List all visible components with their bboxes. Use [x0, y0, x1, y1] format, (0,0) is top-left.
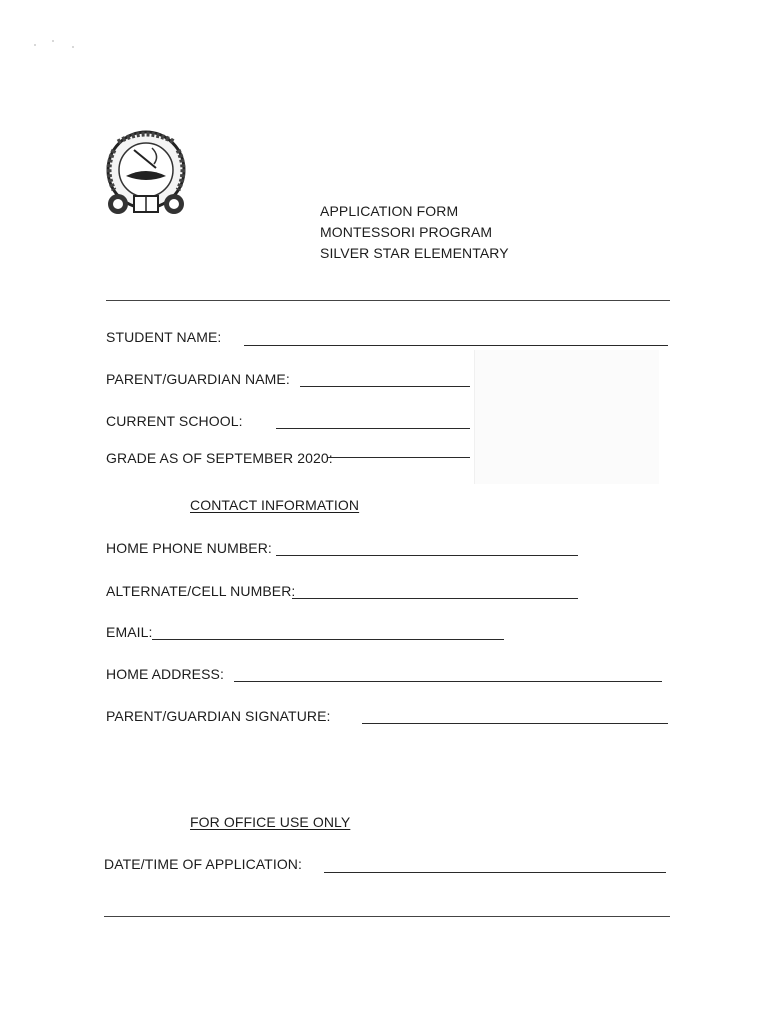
program-title: MONTESSORI PROGRAM: [320, 224, 493, 240]
header-divider: [106, 300, 670, 301]
home-phone-label: HOME PHONE NUMBER:: [106, 540, 272, 556]
email-label: EMAIL:: [106, 624, 153, 640]
student-name-field[interactable]: [244, 345, 668, 346]
scan-speck: [34, 44, 36, 46]
office-use-heading: FOR OFFICE USE ONLY: [190, 814, 351, 830]
school-title: SILVER STAR ELEMENTARY: [320, 245, 509, 261]
grade-field[interactable]: [328, 457, 470, 458]
home-phone-field[interactable]: [276, 555, 578, 556]
date-time-label: DATE/TIME OF APPLICATION:: [104, 856, 303, 872]
student-name-label: STUDENT NAME:: [106, 329, 222, 345]
scan-speck: [72, 46, 74, 48]
alternate-phone-field[interactable]: [292, 598, 578, 599]
school-district-seal-icon: [104, 128, 188, 220]
faint-blank-area: [474, 350, 659, 484]
contact-information-heading: CONTACT INFORMATION: [190, 497, 360, 513]
signature-field[interactable]: [362, 723, 668, 724]
email-field[interactable]: [152, 639, 504, 640]
alternate-phone-label: ALTERNATE/CELL NUMBER:: [106, 583, 296, 599]
parent-name-label: PARENT/GUARDIAN NAME:: [106, 371, 290, 387]
parent-name-field[interactable]: [300, 386, 470, 387]
signature-label: PARENT/GUARDIAN SIGNATURE:: [106, 708, 331, 724]
current-school-field[interactable]: [276, 428, 470, 429]
footer-divider: [104, 916, 670, 917]
current-school-label: CURRENT SCHOOL:: [106, 413, 243, 429]
home-address-label: HOME ADDRESS:: [106, 666, 224, 682]
date-time-field[interactable]: [324, 872, 666, 873]
form-title: APPLICATION FORM: [320, 203, 459, 219]
grade-label: GRADE AS OF SEPTEMBER 2020:: [106, 450, 333, 466]
home-address-field[interactable]: [234, 681, 662, 682]
scan-speck: [52, 40, 54, 42]
